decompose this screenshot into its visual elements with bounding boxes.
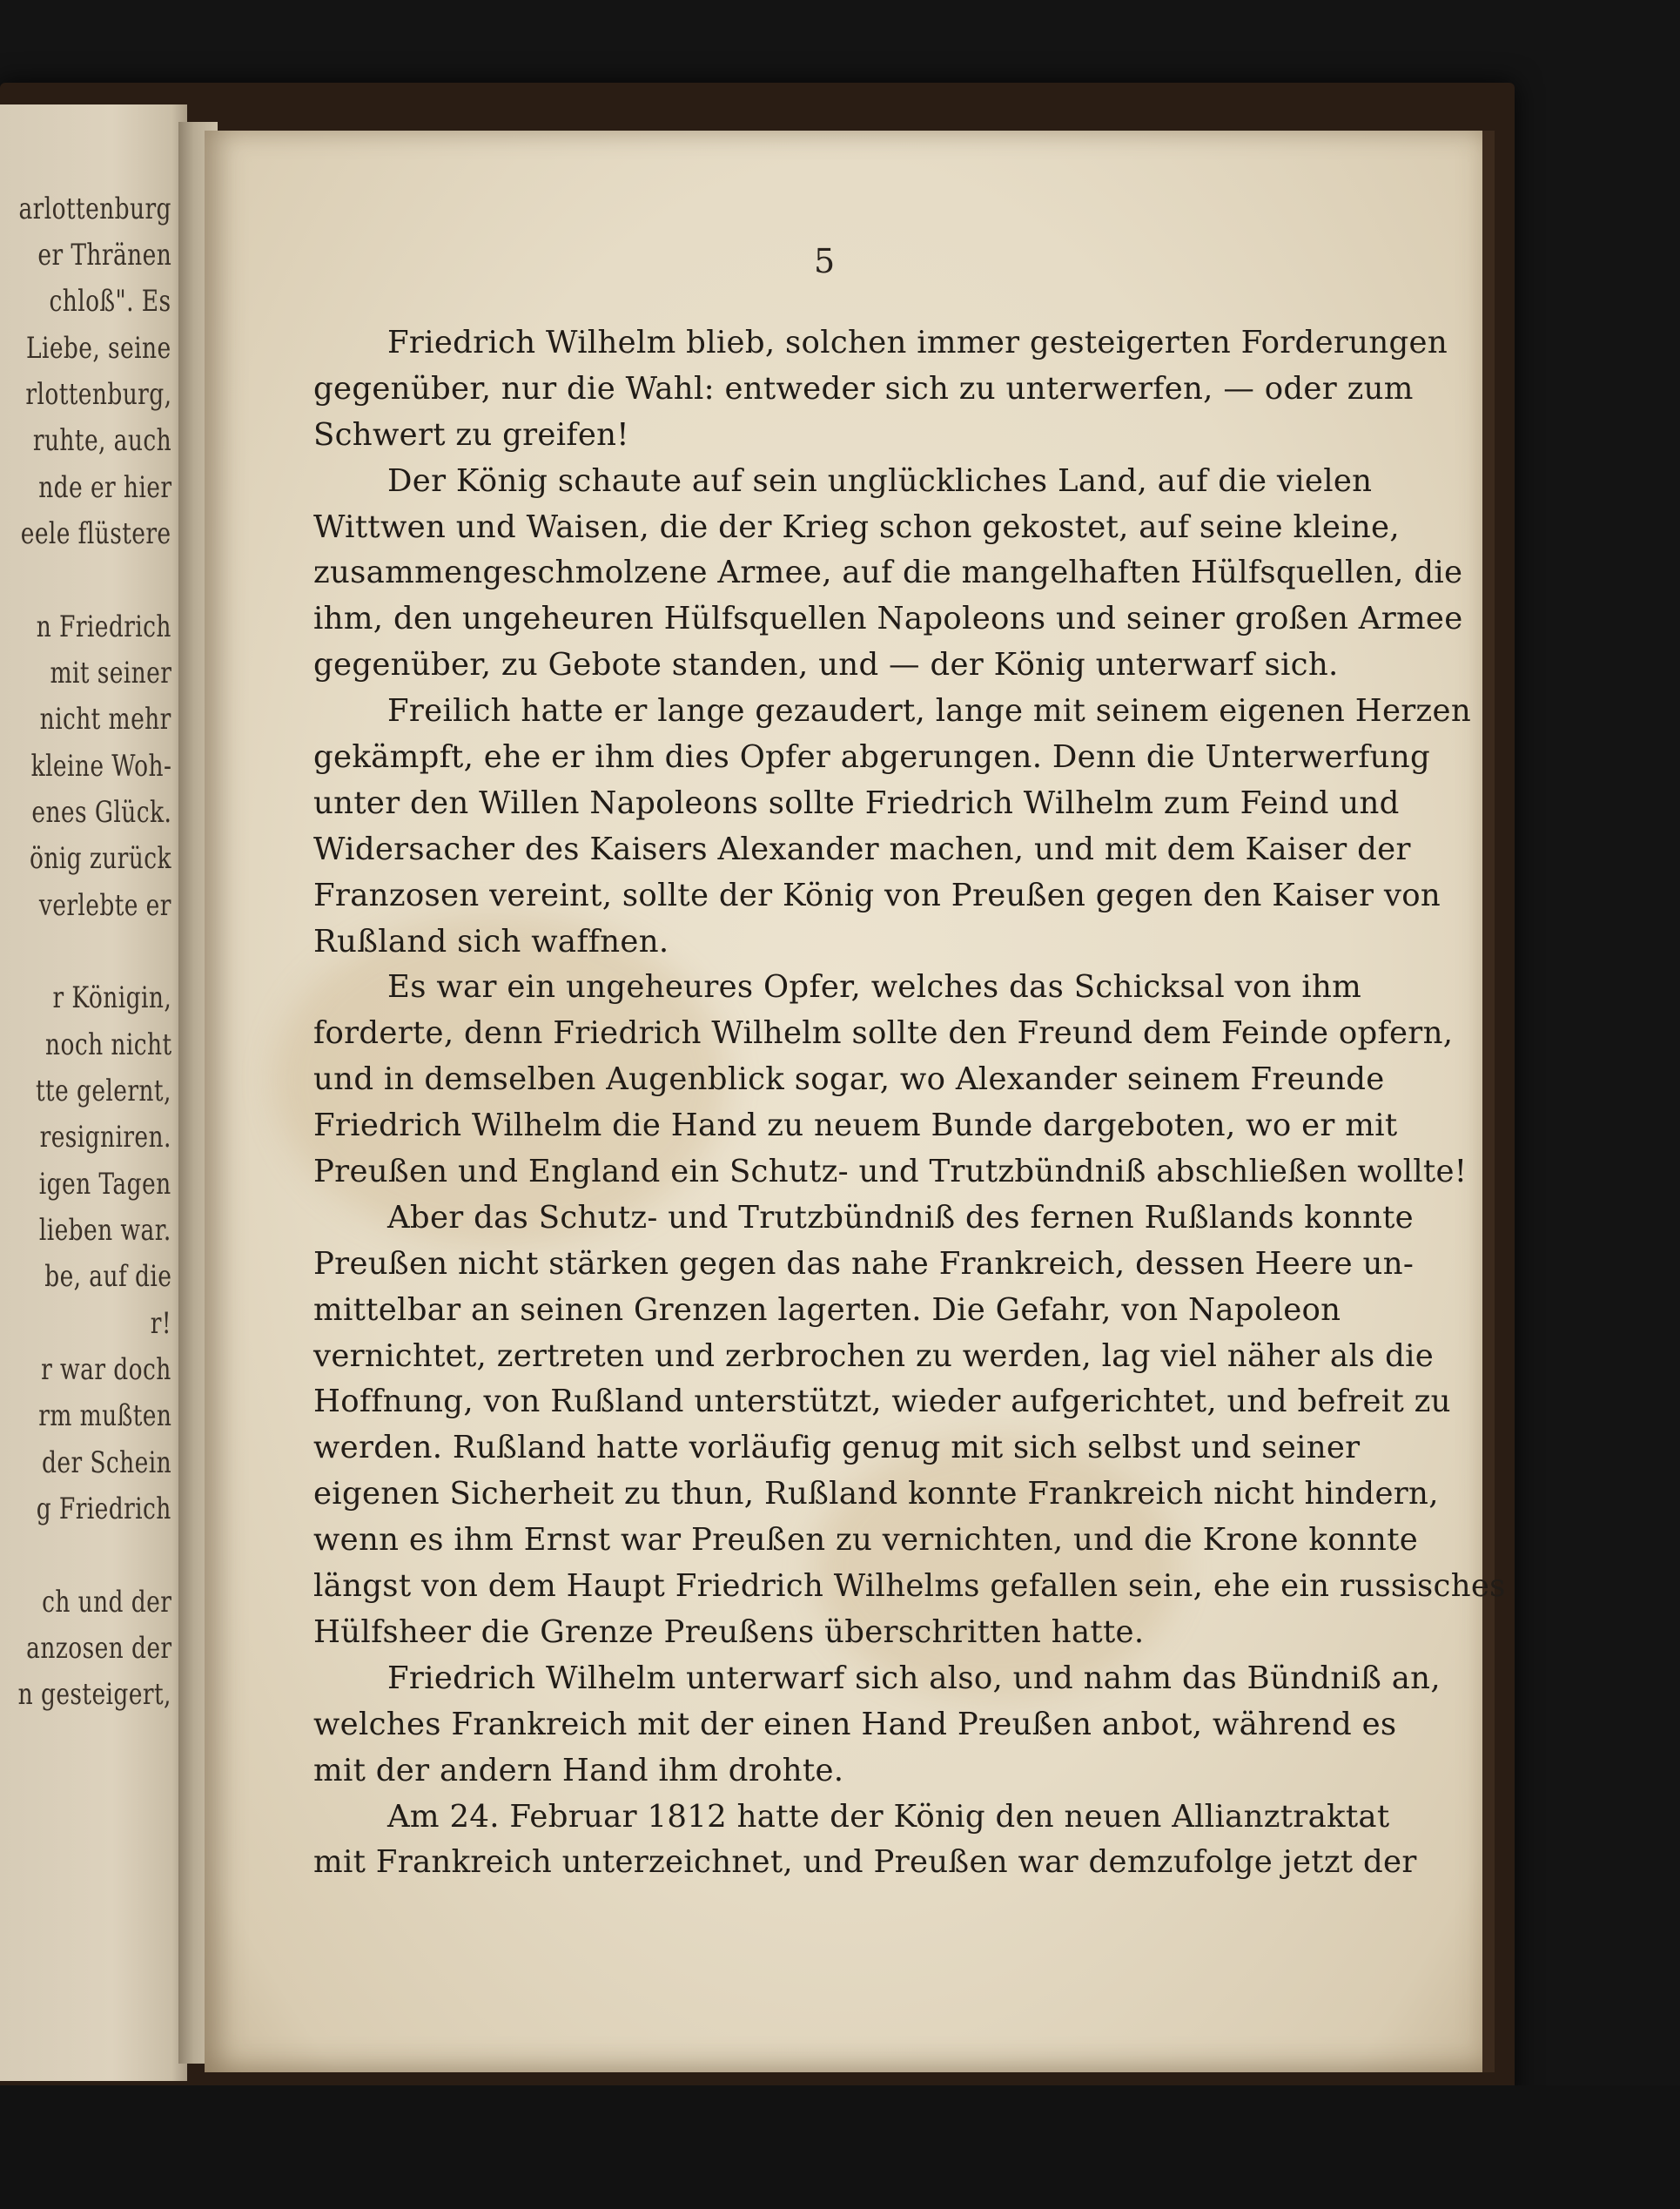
text-line: zusammengeschmolzene Armee, auf die mangelhaften Hülfsquellen, die [313, 555, 1463, 591]
text-line: gegenüber, zu Gebote standen, und — der König unterwarf sich. [313, 647, 1339, 684]
text-line: Preußen und England ein Schutz- und Trutzbündniß abschließen wollte! [313, 1154, 1468, 1190]
left-page-line: resigniren. [39, 1120, 171, 1155]
left-page-line: önig zurück [30, 841, 171, 876]
text-line: Franzosen vereint, sollte der König von Preußen gegen den Kaiser von [313, 877, 1441, 913]
text-line: Friedrich Wilhelm blieb, solchen immer gesteigerten Forderungen [387, 325, 1448, 360]
left-page-line: eele flüstere [21, 516, 171, 551]
text-line: forderte, denn Friedrich Wilhelm sollte den Freund dem Feinde opfern, [313, 1015, 1454, 1052]
right-page [205, 131, 1506, 2072]
left-page-line: nde er hier [37, 470, 171, 505]
text-line: Am 24. Februar 1812 hatte der König den neuen Allianztraktat [387, 1798, 1390, 1835]
left-page-line: r! [150, 1306, 171, 1341]
left-page-line: be, auf die [44, 1259, 171, 1294]
left-page-line: n gesteigert, [17, 1677, 171, 1712]
text-line: Hülfsheer die Grenze Preußens überschritten hatte. [313, 1613, 1145, 1650]
text-line: längst von dem Haupt Friedrich Wilhelms gefallen sein, ehe ein russisches [313, 1568, 1506, 1605]
left-page-line: kleine Woh- [30, 749, 171, 784]
left-page-line: der Schein [41, 1445, 171, 1480]
text-line: unter den Willen Napoleons sollte Friedrich Wilhelm zum Feind und [313, 785, 1400, 821]
page-text [313, 320, 1506, 1886]
text-line: Wittwen und Waisen, die der Krieg schon gekostet, auf seine kleine, [313, 508, 1400, 545]
left-page-line: g Friedrich [36, 1492, 171, 1526]
left-page-line: rlottenburg, [24, 377, 171, 412]
left-page-line: ch und der [41, 1585, 171, 1620]
text-line: Aber das Schutz- und Trutzbündniß des fernen Rußlands konnte [387, 1199, 1414, 1236]
text-line: eigenen Sicherheit zu thun, Rußland konnte Frankreich nicht hindern, [313, 1476, 1439, 1512]
text-line: mit Frankreich unterzeichnet, und Preußen war demzufolge jetzt der [313, 1844, 1417, 1881]
left-page-line: r war doch [41, 1352, 171, 1387]
text-line: Friedrich Wilhelm unterwarf sich also, und nahm das Bündniß an, [387, 1660, 1441, 1696]
text-line: Es war ein ungeheures Opfer, welches das Schicksal von ihm [387, 969, 1362, 1006]
left-page-line: nicht mehr [39, 702, 171, 737]
left-page-line: Liebe, seine [26, 331, 171, 366]
left-page-line: noch nicht [44, 1027, 171, 1062]
text-line: gekämpft, ehe er ihm dies Opfer abgerungen. Denn die Unterwerfung [313, 739, 1431, 776]
text-line: Der König schaute auf sein unglückliches Land, auf die vielen [387, 462, 1373, 499]
left-page [0, 104, 187, 2081]
left-page-line: chloß". Es [49, 284, 171, 319]
left-page-line: tte gelernt, [36, 1074, 171, 1108]
text-line: wenn es ihm Ernst war Preußen zu vernichten, und die Krone konnte [313, 1522, 1419, 1559]
left-page-line: lieben war. [39, 1213, 171, 1248]
left-page-line: er Thränen [37, 238, 171, 273]
page-number: 5 [814, 242, 836, 280]
text-line: Friedrich Wilhelm die Hand zu neuem Bunde dargeboten, wo er mit [313, 1108, 1398, 1144]
text-line: Widersacher des Kaisers Alexander machen, und mit dem Kaiser der [313, 831, 1411, 867]
text-line: werden. Rußland hatte vorläufig genug mit sich selbst und seiner [313, 1430, 1361, 1466]
left-page-line: n Friedrich [36, 609, 171, 644]
text-line: mittelbar an seinen Grenzen lagerten. Die Gefahr, von Napoleon [313, 1291, 1341, 1328]
left-page-line: igen Tagen [39, 1167, 171, 1202]
left-page-line: rm mußten [37, 1398, 171, 1433]
text-line: vernichtet, zertreten und zerbrochen zu werden, lag viel näher als die [313, 1337, 1435, 1374]
left-page-line: ruhte, auch [32, 423, 171, 458]
left-page-line: arlottenburg [18, 192, 171, 226]
left-page-line: r Königin, [52, 980, 171, 1015]
background-edge [0, 2085, 1680, 2209]
text-line: Preußen nicht stärken gegen das nahe Frankreich, dessen Heere un- [313, 1245, 1415, 1282]
left-page-line: mit seiner [50, 656, 171, 690]
text-line: ihm, den ungeheuren Hülfsquellen Napoleons und seiner großen Armee [313, 601, 1463, 637]
text-line: und in demselben Augenblick sogar, wo Alexander seinem Freunde [313, 1061, 1385, 1098]
text-line: Hoffnung, von Rußland unterstützt, wieder aufgerichtet, und befreit zu [313, 1384, 1451, 1420]
text-line: Rußland sich waffnen. [313, 923, 669, 960]
text-line: Schwert zu greifen! [313, 416, 629, 453]
text-line: mit der andern Hand ihm drohte. [313, 1752, 844, 1788]
left-page-line: anzosen der [25, 1631, 171, 1666]
text-line: welches Frankreich mit der einen Hand Preußen anbot, während es [313, 1706, 1397, 1742]
text-line: Freilich hatte er lange gezaudert, lange mit seinem eigenen Herzen [387, 693, 1472, 730]
left-page-line: verlebte er [39, 888, 171, 923]
text-line: gegenüber, nur die Wahl: entweder sich zu unterwerfen, — oder zum [313, 370, 1414, 407]
left-page-line: enes Glück. [31, 795, 171, 830]
